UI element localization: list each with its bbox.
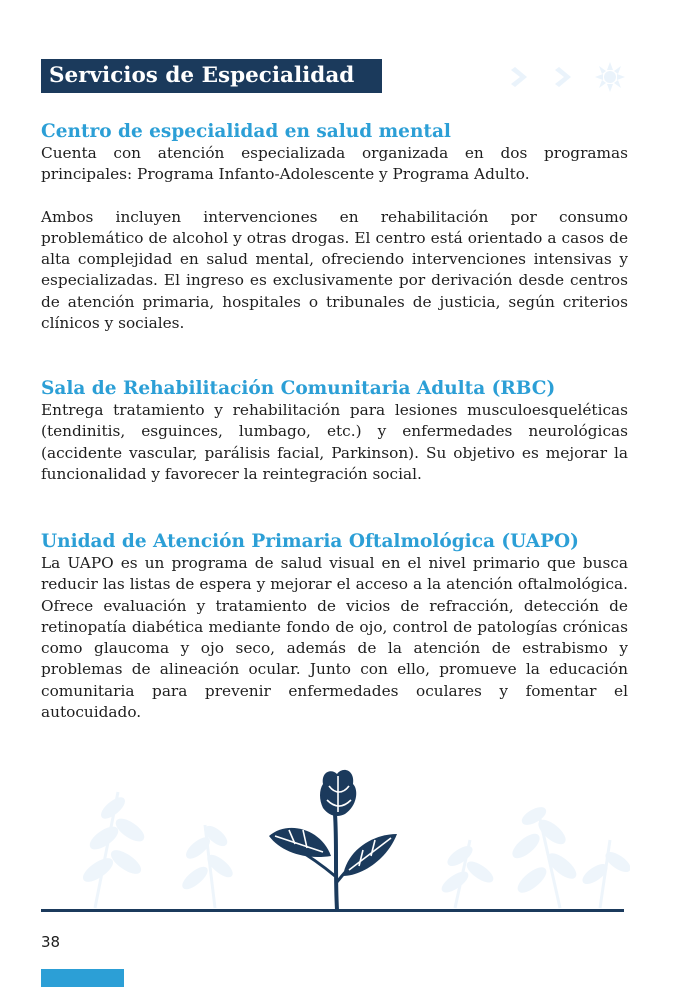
section-rbc	[41, 378, 628, 485]
page-tab-accent	[41, 969, 124, 987]
section-heading: Sala de Rehabilitación Comunitaria Adulta (RBC)	[41, 378, 556, 399]
chevron-right-icon	[511, 67, 527, 87]
ground-line	[41, 909, 624, 912]
section-paragraph: La UAPO es un programa de salud visual en el nivel primario que busca reducir las listas de espera y mejorar el acceso a la atención oftalmológica. Ofrece evaluación y tratamiento de vicios de refracción, detección de retinopatía diabética mediante fondo de ojo, control de patologías crónicas como glaucoma y ojo seco, además de la atención de estrabismo y problemas de alineación ocular. Junto con ello, promueve la educación comunitaria para prevenir enfermedades oculares y fomentar el autocuidado.	[41, 554, 628, 722]
page-title: Servicios de Especialidad	[41, 59, 382, 93]
section-heading: Unidad de Atención Primaria Oftalmológica (UAPO)	[41, 531, 579, 552]
snowflake-icon	[595, 62, 625, 92]
header-decoration	[505, 58, 630, 96]
section-heading: Centro de especialidad en salud mental	[41, 121, 451, 142]
flower-icon	[265, 764, 405, 910]
chevron-right-icon	[555, 67, 571, 87]
section-paragraph: Entrega tratamiento y rehabilitación para lesiones musculoesqueléticas (tendinitis, esguinces, lumbago, etc.) y enfermedades neurológicas (accidente vascular, parálisis facial, Parkinson). Su objetivo es mejorar la funcionalidad y favorecer la reintegración social.	[41, 401, 628, 483]
section-paragraph: Ambos incluyen intervenciones en rehabilitación por consumo problemático de alcohol y otras drogas. El centro está orientado a casos de alta complejidad en salud mental, ofreciendo intervenciones intensivas y especializadas. El ingreso es exclusivamente por derivación desde centros de atención primaria, hospitales o tribunales de justicia, según criterios clínicos y sociales.	[41, 207, 628, 333]
section-mental-health	[41, 121, 628, 334]
section-uapo	[41, 531, 628, 723]
section-paragraph: Cuenta con atención especializada organizada en dos programas principales: Programa Infanto-Adolescente y Programa Adulto.	[41, 144, 628, 184]
page-number: 38	[41, 933, 61, 951]
